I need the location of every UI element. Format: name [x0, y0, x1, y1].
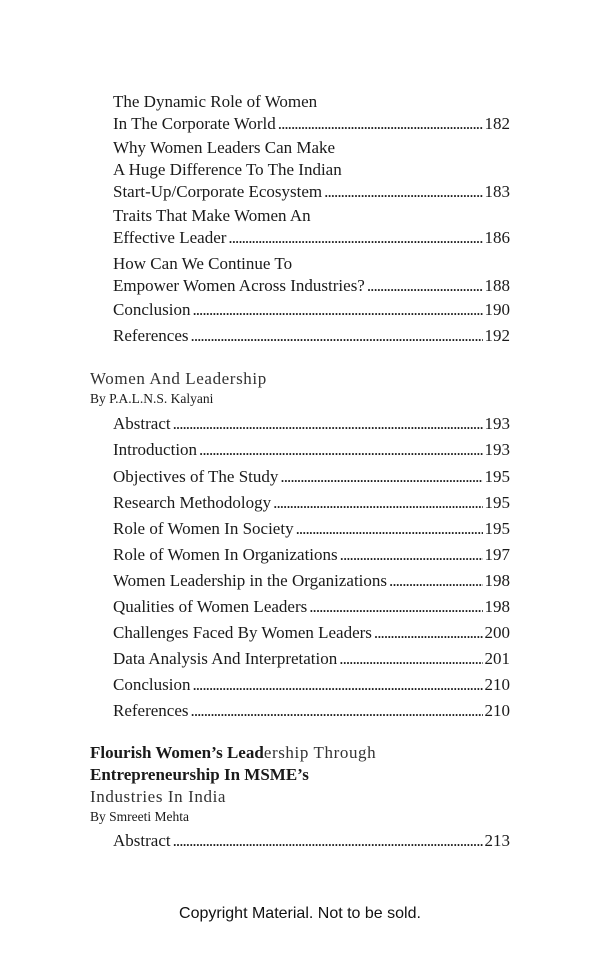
- toc-entry-title: Women Leadership in the Organizations: [113, 571, 388, 590]
- section-title-line: Industries In India: [90, 787, 227, 806]
- toc-entry-title: Conclusion: [113, 675, 191, 694]
- toc-entry[interactable]: [113, 137, 510, 203]
- dot-leader: [173, 830, 483, 852]
- toc-page-number: 183: [484, 182, 510, 201]
- dot-leader: [228, 227, 482, 249]
- toc-entry-title: Introduction: [113, 440, 198, 459]
- toc-page-number: 182: [484, 114, 510, 133]
- toc-entry[interactable]: [113, 570, 510, 592]
- copyright-footer: Copyright Material. Not to be sold.: [179, 905, 421, 922]
- toc-entry-title: Research Methodology: [113, 493, 272, 512]
- toc-entry-title: Effective Leader: [113, 228, 227, 247]
- toc-entry[interactable]: [113, 466, 510, 488]
- toc-entry[interactable]: [113, 413, 510, 435]
- toc-page-number: 193: [484, 440, 510, 459]
- section-author: By Smreeti Mehta: [90, 809, 189, 824]
- dot-leader: [339, 648, 482, 670]
- dot-leader: [367, 275, 483, 297]
- toc-entry-title: In The Corporate World: [113, 114, 276, 133]
- toc-entry-title: Data Analysis And Interpretation: [113, 649, 338, 668]
- toc-entry-title: Empower Women Across Industries?: [113, 276, 365, 295]
- toc-entry[interactable]: [113, 253, 510, 297]
- toc-page-number: 190: [484, 300, 510, 319]
- toc-page-number: 197: [484, 545, 510, 564]
- toc-entry[interactable]: [113, 299, 510, 321]
- toc-page-number: 198: [484, 571, 510, 590]
- dot-leader: [280, 466, 482, 488]
- toc-entry[interactable]: [113, 544, 510, 566]
- toc-entry[interactable]: [113, 700, 510, 722]
- toc-entry-title: Role of Women In Society: [113, 519, 294, 538]
- toc-entry-line: The Dynamic Role of Women: [113, 92, 318, 111]
- toc-page-number: 210: [484, 675, 510, 694]
- section-title-rest: ership Through: [263, 743, 377, 762]
- toc-entry[interactable]: [113, 205, 510, 249]
- toc-page-number: 200: [484, 623, 510, 642]
- dot-leader: [199, 439, 482, 461]
- toc-entry-line: A Huge Difference To The Indian: [113, 160, 342, 179]
- toc-page-number: 186: [484, 228, 510, 247]
- toc-entry-line: Why Women Leaders Can Make: [113, 138, 336, 157]
- toc-entry-title: Start-Up/Corporate Ecosystem: [113, 182, 323, 201]
- toc-entry[interactable]: [113, 830, 510, 852]
- dot-leader: [192, 299, 482, 321]
- toc-entry[interactable]: [113, 325, 510, 347]
- section-title: Women And Leadership: [90, 369, 267, 388]
- toc-entry-title: Objectives of The Study: [113, 467, 279, 486]
- toc-entry[interactable]: [113, 596, 510, 618]
- toc-page-number: 210: [484, 701, 510, 720]
- toc-entry-title: Role of Women In Organizations: [113, 545, 338, 564]
- section-title: [90, 742, 376, 764]
- toc-entry[interactable]: [113, 674, 510, 696]
- dot-leader: [191, 325, 483, 347]
- toc-entry-title: Challenges Faced By Women Leaders: [113, 623, 372, 642]
- toc-entry-title: References: [113, 701, 189, 720]
- toc-entry-line: How Can We Continue To: [113, 254, 293, 273]
- toc-page-number: 198: [484, 597, 510, 616]
- dot-leader: [278, 113, 483, 135]
- dot-leader: [191, 700, 483, 722]
- toc-entry-title: References: [113, 326, 189, 345]
- dot-leader: [296, 518, 483, 540]
- toc-page-number: 195: [484, 519, 510, 538]
- toc-page-number: 201: [484, 649, 510, 668]
- toc-page-number: 192: [484, 326, 510, 345]
- toc-page-number: 213: [484, 831, 510, 850]
- toc-page-number: 188: [484, 276, 510, 295]
- dot-leader: [273, 492, 482, 514]
- toc-entry-title: Abstract: [113, 414, 171, 433]
- toc-entry[interactable]: [113, 518, 510, 540]
- dot-leader: [173, 413, 483, 435]
- toc-entry[interactable]: [113, 622, 510, 644]
- toc-entry-title: Qualities of Women Leaders: [113, 597, 308, 616]
- dot-leader: [389, 570, 482, 592]
- toc-entry-line: Traits That Make Women An: [113, 206, 311, 225]
- toc-page-number: 195: [484, 467, 510, 486]
- section-title-bold: Flourish Women’s Lead: [90, 743, 264, 762]
- section-title-line: Entrepreneurship In MSME’s: [90, 765, 309, 784]
- section-author: By P.A.L.N.S. Kalyani: [90, 391, 214, 406]
- toc-entry-title: Abstract: [113, 831, 171, 850]
- toc-entry[interactable]: [113, 648, 510, 670]
- dot-leader: [324, 181, 482, 203]
- toc-entry-title: Conclusion: [113, 300, 191, 319]
- toc-page-number: 193: [484, 414, 510, 433]
- dot-leader: [192, 674, 482, 696]
- toc-entry[interactable]: [113, 439, 510, 461]
- dot-leader: [309, 596, 482, 618]
- dot-leader: [374, 622, 483, 644]
- toc-entry[interactable]: [113, 492, 510, 514]
- toc-page-number: 195: [484, 493, 510, 512]
- dot-leader: [340, 544, 483, 566]
- toc-entry[interactable]: [113, 91, 510, 135]
